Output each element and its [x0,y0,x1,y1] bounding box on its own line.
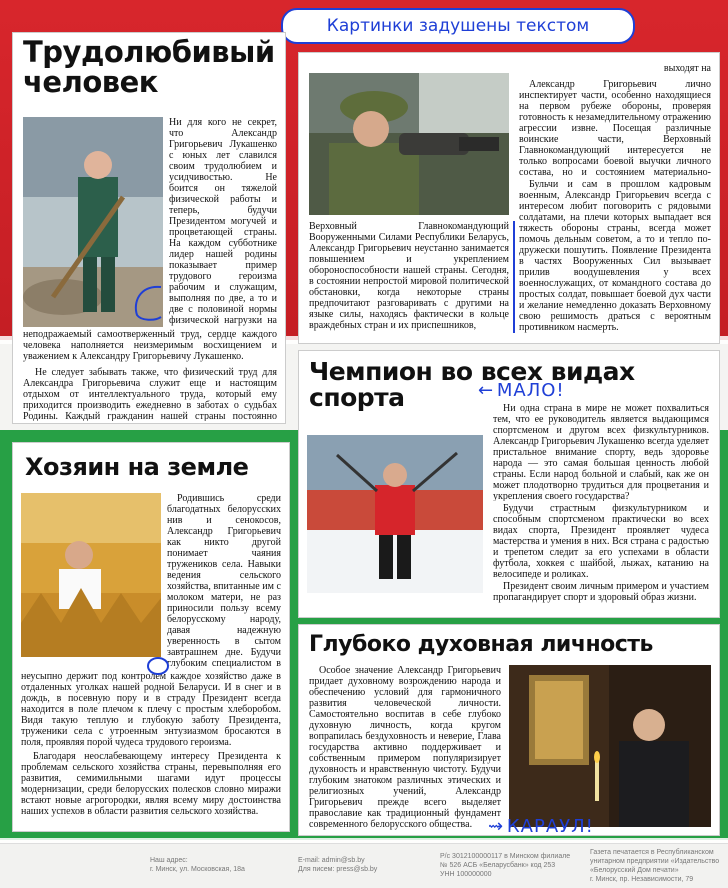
footer-line: № 526 АСБ «Беларусбанк» код 253 [440,862,556,869]
footer-line: унитарном предприятии «Издательство [590,858,720,865]
photo-drawing [509,665,711,827]
photo-drawing [307,435,483,593]
top-note-text: Картинки задушены текстом [326,16,590,36]
footer-text [298,856,377,874]
article-text: Президент своим личным примером и участием пропагандирует спорт и здоровый образ жизни. [493,581,709,603]
hand-drawn-circle [131,283,167,323]
article-military [298,52,720,344]
malo-note [478,380,565,401]
footer-line: УНН 100000000 [440,871,492,878]
footer-line: г. Минск, пр. Независимости, 79 [590,876,694,883]
footer-line: Р/с 3012100000117 в Минском филиале [440,853,571,860]
hand-drawn-circle [145,655,171,677]
top-note-bubble [281,8,635,44]
article-text: неподражаемый самоотверженный труд, сердце каждого человека наполняется неизмеримым восхищением и уважением к Александру Григорьевичу Лукашенко. [23,329,277,362]
article-title: Глубоко духовная личность [309,632,653,657]
malo-text: МАЛО! [496,380,565,401]
title-line: Чемпион во всех видах [309,357,635,386]
page-footer [0,843,728,888]
article-hardworking [12,32,286,424]
article-agriculture [12,442,290,832]
article-text: Благодаря неослабевающему интересу Президента к проблемам сельского хозяйства страны, перевыполняя его развития, семимильными шагами идут процессы модернизации, среди белорусских полесков словно миражи встают новые агрогородки, являя всему миру достоинства наших успехов в области развития сельского хозяйства. [21,751,281,817]
hand-drawn-line [513,221,515,333]
photo-president-binoculars [309,73,509,215]
article-text: Не следует забывать также, что физический труд для Александра Григорьевича служит еще и настоящим отдыхом от интеллектуального труда, который ему приходится производить ежедневно в заботах о судьбах Родины. Каждый гражданин нашей страны постоянно [23,367,277,421]
title-line: человек [23,65,158,100]
footer-line: «Белорусский Дом печати» [590,867,679,874]
article-text: Ни одна страна в мире не может похвалиться тем, что ее руководитель является выдающимся спортсменом и другом всех физкультурников. Александр Григорьевич Лукашенко всегда уделяет пристальное внимание спорту, ведь здоровье народа — это самая большая ценность любой страны. Если народ больной и слабый, как же он может плодотворно трудиться для процветания и укрепления своего государства? [493,403,709,501]
karaul-text: КАРАУЛ! [506,816,594,837]
title-line: спорта [309,383,405,413]
footer-line: г. Минск, ул. Московская, 18а [150,866,245,873]
footer-line: E-mail: admin@sb.by [298,857,365,864]
title-line: Трудолюбивый [23,35,275,69]
article-text: Ни для кого не секрет, что Александр Григорьевич Лукашенко с юных лет славился своим трудолюбием и усидчивостью. Не боится он тяжелой физической работы и теперь, будучи Президентом могучей и процветающей страны. На каждом субботнике лидер нашей родины показывает пример трудового героизма рабочим и служащим, выполняя по две, а то и две с половиной нормы физической нагрузки на [169,117,277,326]
photo-president-field [21,493,161,657]
karaul-note [488,816,594,837]
footer-text [440,852,570,879]
article-text: Родившись среди благодатных белорусских нив и сенокосов, Александр Григорьевич как никто другой понимает чаяния тружеников села. Навыки ведения сельского хозяйства, впитанные им с молоком матери, не раз приносили пользу всему белорусскому народу, давая надежную уверенность в сытом завтрашнем дне. Будучи глубоким специалистом в [167,493,281,669]
photo-president-candle [509,665,711,827]
footer-line: Газета печатается в Республиканском [590,849,714,856]
footer-line: Наш адрес: [150,857,188,864]
photo-caption: Верховный Главнокомандующий Вооруженными Силами Республики Беларусь, Александр Григорьевич неустанно занимается повышением и укреплением обороноспособности нашей страны. Сегодня, в состоянии непростой мировой политической обстановки, когда некоторые страны предпочитают разговаривать с другими на языке силы, находясь фактически в кольце враждебных стран и их приспешников, [309,221,509,331]
photo-drawing [309,73,509,215]
article-text: Особое значение Александр Григорьевич придает духовному возрождению народа и обеспечению условий для гармоничного развития человеческой личности. Самостоятельно воспитав в себе глубоко духовную личность, когда кругом вопрапилась бездуховность и неверие, Глава государства активно поддерживает и собственным примером популяризирует духовность и нравственную чистоту. Будучи глубоким знатоком различных этических и религиозных учений, Александр Григорьевич прежде всего выделяет православие как традиционный фундамент современного белорусского общества. [309,665,501,830]
photo-drawing [21,493,161,657]
karaul-arrow: ⇝ [488,816,507,837]
malo-arrow: ← [478,380,497,401]
article-text: выходят на [663,63,711,74]
article-text: неусыпно держит под контролем каждое хозяйство даже в отдаленных уголках нашей родной Беларуси. И в снег и в дождь, в посевную пору и в страду Президент всегда находится в поле плечом к плечу с простым хлеборобом. Видя такую теплую и глубокую заботу Президента, труженики села с утроенным энтузиазмом бросаются в поля, проявляя порой чудеса трудового героизма. [21,671,281,748]
article-text: Бульчи и сам в прошлом кадровым военным, Александр Григорьевич всегда с интересом любит поговорить с рядовыми солдатами, на плечи которых выпадает вся тяжесть обороны страны, всегда может помочь дельным советом, а то и тепло по-дружески пошутить. Появление Президента в частях Вооруженных Сил вызывает прилив воодушевления у всех военнослужащих, от командного состава до простых солдат, повышает боевой дух части и желание немедленно доказать Верховному свою решимость драться с вероятным противником насмерть. [519,179,711,333]
footer-text [150,856,245,874]
footer-text [590,848,724,884]
photo-president-skiing [307,435,483,593]
article-title [23,37,275,98]
article-text: Александр Григорьевич лично инспектирует части, особенно находящиеся на первом рубеже обороны, проверяя готовность к незамедлительному отражению агрессии извне. Посещая различные воинские части, Верховный Главнокомандующий интересуется не только вопросами боевой выучки личного состава, но и состоянием материально- [519,79,711,177]
article-text: Будучи страстным физкультурником и способным спортсменом практически во всех видах спорта, Президент проявляет чудеса мастерства и умения в них. Вся страна с радостью и трепетом следит за его успехами в области футбола, хоккея с шайбой, лыжах, катанию на велосипеде и роликах. [493,503,709,579]
article-title: Хозяин на земле [25,453,249,481]
article-spiritual [298,624,720,836]
footer-line: Для писем: press@sb.by [298,866,378,873]
